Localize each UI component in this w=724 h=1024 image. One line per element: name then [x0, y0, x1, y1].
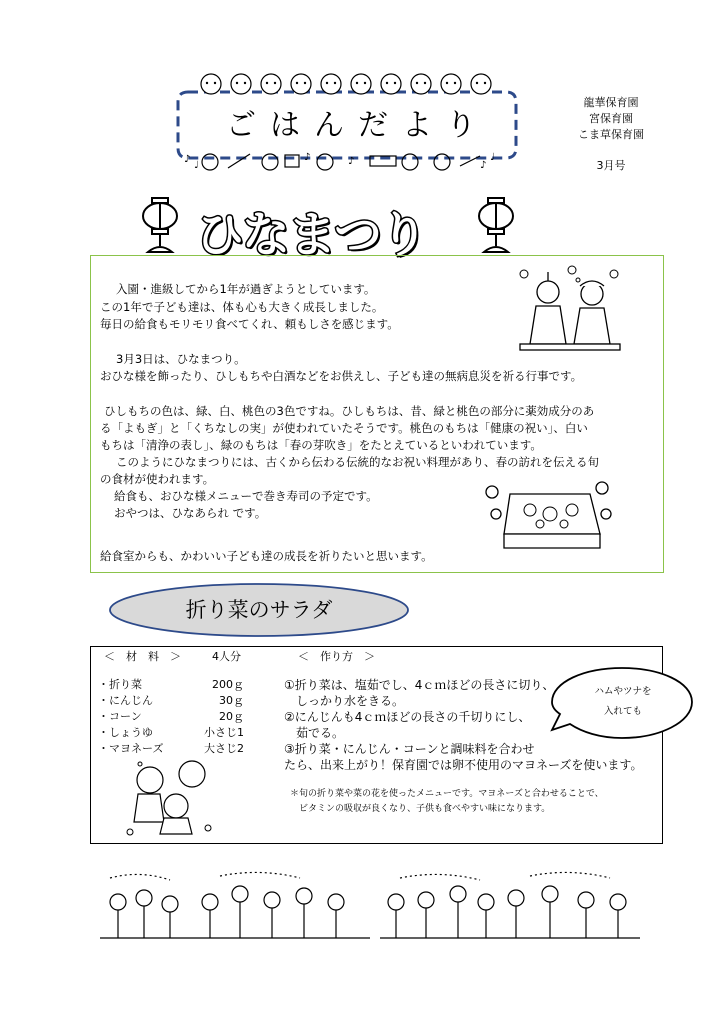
school-names: [556, 95, 666, 143]
intro-closing: 給食室からも、かわいい子ども達の成長を祈りたいと思います。: [100, 549, 433, 563]
svg-text:♩: ♩: [194, 160, 199, 171]
speech-bubble-text: [568, 682, 678, 722]
school-name: 宮保育園: [589, 112, 633, 125]
svg-text:♪: ♪: [304, 152, 311, 163]
school-name: 龍華保育園: [583, 96, 639, 109]
ingredient-amount: 30ｇ: [219, 694, 244, 707]
intro-line: おひな様を飾ったり、ひしもちや白酒などをお供えし、子ども達の無病息災を祈る行事です。: [100, 369, 583, 383]
ingredient-amount: 20ｇ: [219, 710, 244, 723]
ingredient-amount: 200ｇ: [212, 678, 244, 691]
svg-text:♪: ♪: [480, 160, 487, 171]
ingredients-header: ＜ 材 料 ＞: [104, 650, 181, 663]
intro-line: 3月3日は、ひなまつり。: [116, 352, 246, 366]
intro-line: 給食も、おひな様メニューで巻き寿司の予定です。: [114, 489, 378, 503]
ingredient-row: [98, 740, 244, 756]
hinamatsuri-banner-title: ひなまつり: [196, 207, 427, 263]
recipe-step: ①折り菜は、塩茹でし、4ｃｍほどの長さに切り、: [284, 678, 555, 692]
recipe-step: しっかり水をきる。: [284, 694, 405, 708]
intro-line: の食材が使われます。: [100, 472, 215, 486]
lantern-icon: [476, 196, 516, 254]
bubble-line: ハムやツナを: [594, 686, 652, 697]
svg-text:♩: ♩: [490, 152, 495, 163]
intro-line: おやつは、ひなあられ です。: [114, 506, 267, 520]
flowers-decoration-right: [380, 868, 640, 944]
intro-line: 入園・進級してから1年が過ぎようとしています。: [116, 282, 376, 296]
recipe-title: 折り菜のサラダ: [185, 598, 333, 622]
bubble-line: 入れても: [603, 706, 642, 717]
children-illustration: [120, 758, 220, 838]
music-instruments-decoration: [180, 148, 500, 174]
ingredient-amount: 大さじ2: [204, 742, 244, 755]
svg-text:♪: ♪: [348, 156, 355, 167]
recipe-step: ③折り菜・にんじん・コーンと調味料を合わせ: [284, 742, 535, 756]
ingredient-row: [98, 692, 244, 708]
intro-line: ひしもちの色は、緑、白、桃色の3色ですね。ひしもちは、昔、緑と桃色の部分に薬効成分のあ: [104, 404, 595, 418]
ingredient-name: ・コーン: [98, 710, 142, 723]
hina-dolls-illustration: [516, 262, 624, 352]
intro-line: る「よもぎ」と「くちなしの実」が使われていたそうです。桃色のもちは「健康の祝い」、白い: [100, 421, 588, 435]
recipe-step: たら、出来上がり！保育園では卵不使用のマヨネーズを使います。: [284, 758, 643, 772]
ingredient-row: [98, 724, 244, 740]
sushi-box-illustration: [480, 474, 614, 554]
children-faces-decoration: [196, 68, 496, 98]
svg-text:♪: ♪: [184, 154, 191, 165]
intro-line: もちは「清浄の表し」、緑のもちは「春の芽吹き」をたとえているといわれています。: [100, 438, 542, 452]
intro-line: この1年で子ども達は、体も心も大きく成長しました。: [100, 300, 384, 314]
flowers-decoration-left: [100, 868, 370, 944]
ingredient-row: [98, 708, 244, 724]
ingredient-name: ・にんじん: [98, 694, 153, 707]
steps-header: ＜ 作り方 ＞: [298, 650, 375, 663]
ingredient-name: ・しょうゆ: [98, 726, 153, 739]
ingredient-name: ・折り菜: [98, 678, 142, 691]
lantern-icon: [140, 196, 180, 254]
newsletter-title: ごはんだより: [226, 108, 490, 143]
ingredient-row: [98, 676, 244, 692]
recipe-note: ビタミンの吸収が良くなり、子供も食べやすい味になります。: [290, 804, 551, 814]
ingredient-amount: 小さじ1: [204, 726, 244, 739]
issue-label: 3月号: [596, 159, 626, 172]
recipe-step: ②にんじんも4ｃｍほどの長さの千切りにし、: [284, 710, 531, 724]
intro-line: 毎日の給食もモリモリ食べてくれ、頼もしさを感じます。: [100, 317, 399, 331]
intro-line: このようにひなまつりには、古くから伝わる伝統的なお祝い料理があり、春の訪れを伝える旬: [116, 455, 599, 469]
school-name: こま草保育園: [578, 128, 644, 141]
servings-label: 4人分: [212, 650, 241, 663]
recipe-note: ＊旬の折り菜や菜の花を使ったメニューです。マヨネーズと合わせることで、: [290, 789, 604, 799]
recipe-step: 茹でる。: [284, 726, 345, 740]
ingredient-name: ・マヨネーズ: [98, 742, 164, 755]
